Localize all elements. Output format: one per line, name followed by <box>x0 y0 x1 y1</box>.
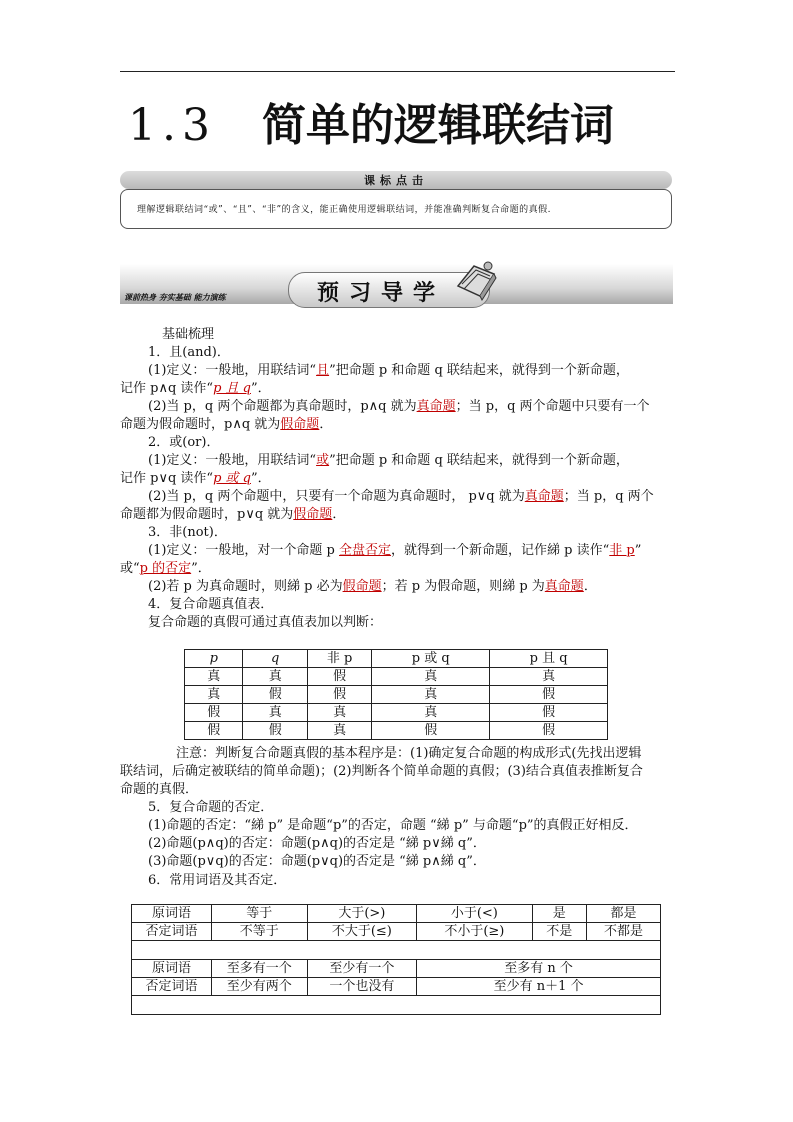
s1-line1: (1)定义：一般地，用联结词“且”把命题 p 和命题 q 联结起来，就得到一个新命题， <box>148 363 629 378</box>
table-spacer-row <box>132 996 661 1015</box>
note-line3: 命题的真假． <box>120 782 199 797</box>
words-table <box>131 904 661 1015</box>
table-row: 真 假 假 真 假 <box>185 686 608 704</box>
top-rule <box>120 71 675 72</box>
s1-line4: 命题为假命题时，p∧q 就为假命题． <box>120 417 333 432</box>
heading-basics: 基础梳理 <box>162 327 215 342</box>
s1-line2: 记作 p∧q 读作“p 且 q”． <box>120 381 271 396</box>
table-row: 原词语 等于 大于(>) 小于(<) 是 都是 <box>132 905 661 923</box>
books-icon <box>452 256 500 304</box>
page-title <box>128 96 614 156</box>
note-line1: 注意：判断复合命题真假的基本程序是：(1)确定复合命题的构成形式(先找出逻辑 <box>176 746 642 761</box>
table-spacer-row <box>132 941 661 960</box>
s3-line1: (1)定义：一般地，对一个命题 p 全盘否定，就得到一个新命题，记作綈 p 读作“非 p” <box>148 543 642 558</box>
s3-title: 3．非(not)． <box>148 525 227 540</box>
table-row: 否定词语 至少有两个 一个也没有 至少有 n＋1 个 <box>132 978 661 996</box>
s3-line2: 或“p 的否定”． <box>120 561 211 576</box>
s2-line2: 记作 p∨q 读作“p 或 q”． <box>120 471 271 486</box>
section-title: 简单的逻辑联结词 <box>261 100 614 151</box>
s2-line4: 命题都为假命题时，p∨q 就为假命题． <box>120 507 346 522</box>
yuxi-title: 预习导学 <box>317 280 446 306</box>
s1-line3: (2)当 p，q 两个命题都为真命题时，p∧q 就为真命题；当 p，q 两个命题中只要有一个 <box>148 399 650 414</box>
yuxi-banner <box>120 250 673 310</box>
s6-title: 6．常用词语及其否定． <box>148 873 287 888</box>
s2-title: 2．或(or)． <box>148 435 220 450</box>
truth-table-header: p q 非 p p 或 q p 且 q <box>185 650 608 668</box>
s1-title: 1．且(and)． <box>148 345 230 360</box>
s5-line2: (2)命题(p∧q)的否定：命题(p∧q)的否定是 “綈 p∨綈 q”． <box>148 836 486 851</box>
s4-intro: 复合命题的真假可通过真值表加以判断： <box>148 615 383 630</box>
kebiao-title: 课标点击 <box>364 174 428 187</box>
section-number: 1.3 <box>128 100 216 151</box>
table-row: 否定词语 不等于 不大于(≤) 不小于(≥) 不是 不都是 <box>132 923 661 941</box>
s5-line1: (1)命题的否定：“綈 p” 是命题“p”的否定，命题 “綈 p” 与命题“p”的真假正好相反． <box>148 818 638 833</box>
s2-line3: (2)当 p，q 两个命题中，只要有一个命题为真命题时， p∨q 就为真命题；当 p，q 两个 <box>148 489 654 504</box>
table-row: 假 真 真 真 假 <box>185 704 608 722</box>
table-row: 原词语 至多有一个 至少有一个 至多有 n 个 <box>132 960 661 978</box>
s4-title: 4．复合命题真值表． <box>148 597 274 612</box>
kebiao-text: 理解逻辑联结词“或”、“且”、“非”的含义，能正确使用逻辑联结词，并能准确判断复合命题的真假. <box>137 205 551 215</box>
note-line2: 联结词，后确定被联结的简单命题)；(2)判断各个简单命题的真假；(3)结合真值表推断复合 <box>120 764 643 779</box>
truth-table <box>184 649 608 740</box>
kebiao-header <box>120 171 672 189</box>
kebiao-box <box>120 189 672 229</box>
yuxi-tags: 课前热身 夯实基础 能力演练 <box>124 292 226 302</box>
s3-line3: (2)若 p 为真命题时，则綈 p 必为假命题；若 p 为假命题，则綈 p 为真命题． <box>148 579 597 594</box>
s2-line1: (1)定义：一般地，用联结词“或”把命题 p 和命题 q 联结起来，就得到一个新命题， <box>148 453 629 468</box>
table-row: 假 假 真 假 假 <box>185 722 608 740</box>
s5-line3: (3)命题(p∨q)的否定：命题(p∨q)的否定是 “綈 p∧綈 q”． <box>148 854 486 869</box>
table-row: 真 真 假 真 真 <box>185 668 608 686</box>
s5-title: 5．复合命题的否定． <box>148 800 274 815</box>
